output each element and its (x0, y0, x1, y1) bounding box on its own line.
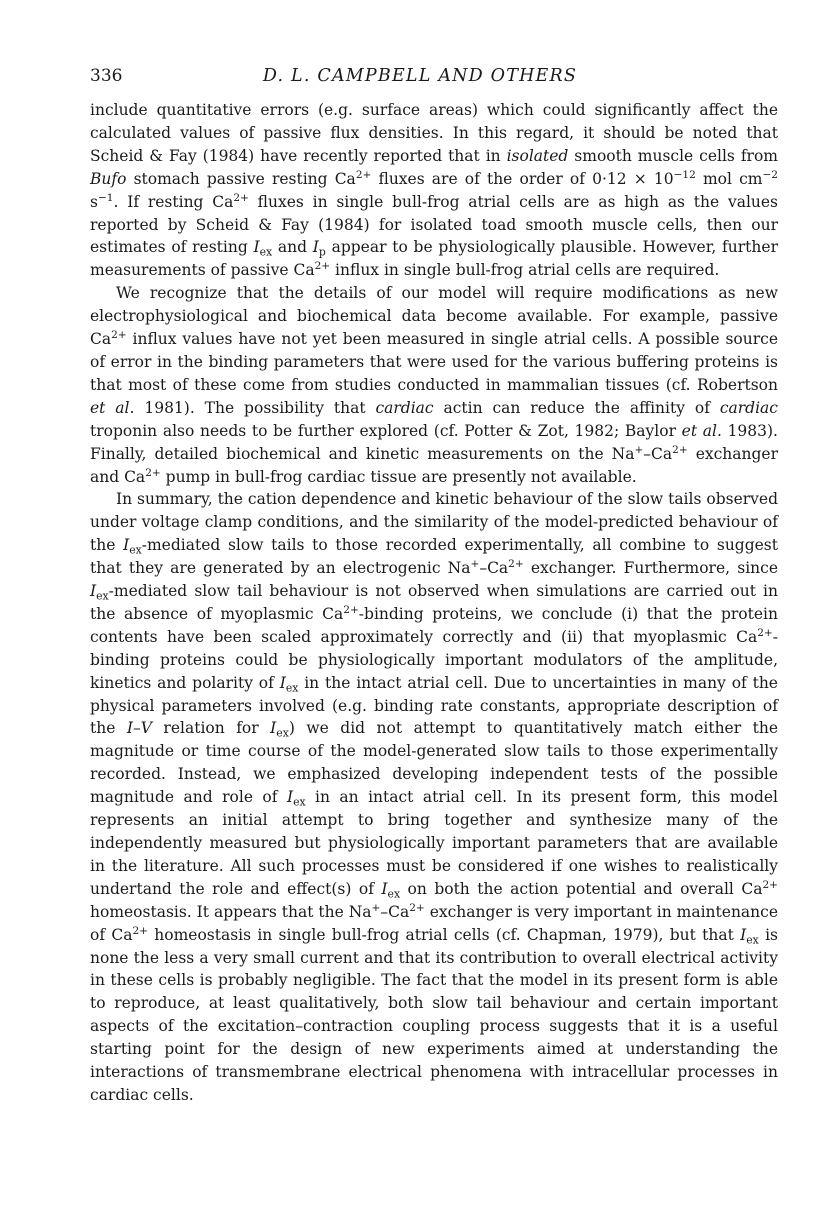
paragraph-3 (90, 488, 778, 1106)
paragraph-2 (90, 282, 778, 488)
superscript: 2+ (762, 879, 778, 892)
superscript: 2+ (233, 191, 249, 204)
italic-text: isolated (506, 146, 569, 165)
subscript: ex (746, 932, 759, 946)
superscript: 2+ (355, 168, 372, 181)
text-run: influx values have not yet been measured in single atrial cells. A possible source of error in the binding parameters that were used for the various buffering proteins is that most of these come from studies conducted in mammalian tissues (cf. Robertson (90, 330, 778, 394)
superscript: 2+ (409, 901, 425, 914)
text-run: relation for (151, 719, 271, 738)
page-number: 336 (90, 66, 123, 86)
subscript: ex (387, 887, 401, 901)
superscript: + (470, 558, 480, 571)
italic-text: I (279, 673, 286, 692)
text-run: -mediated slow tail behaviour is not observed when simulations are carried out in the absence of myoplasmic Ca (90, 582, 778, 623)
subscript: ex (129, 543, 142, 557)
superscript: + (371, 901, 381, 914)
text-run: mol cm (695, 169, 763, 188)
body-text (90, 99, 778, 1107)
text-run: stomach passive resting Ca (126, 169, 356, 188)
italic-text: I (740, 925, 747, 944)
text-run: is none the less a very small current and that its contribution to overall electrical activity in these cells is probably negligible. The fact that the model in its present form is able to reproduce, at least qualitatively, both slow tail behaviour and certain important aspects of the excitation–contraction coupling process suggests that it is a useful starting point for the design of new experiments aimed at understanding the interactions of transmembrane electrical phenomena with intracellular processes in cardiac cells. (90, 925, 778, 1104)
superscript: 2+ (757, 627, 773, 640)
text-run: in the intact atrial cell. Due to uncertainties in many of the physical parameters involved (e.g. binding rate constants, appropriate description of the (90, 673, 778, 738)
subscript: p (318, 245, 326, 259)
subscript: ex (96, 589, 109, 603)
text-run: exchanger and Ca (90, 444, 779, 486)
italic-text: I (312, 238, 319, 257)
superscript: 2+ (343, 604, 359, 617)
text-run: . If resting Ca (113, 192, 234, 211)
text-run: –Ca (380, 902, 410, 921)
text-run: pump in bull-frog cardiac tissue are presently not available. (160, 467, 637, 486)
text-run: –Ca (643, 444, 673, 463)
italic-text: cardiac (375, 398, 434, 417)
italic-text: Bufo (90, 169, 127, 188)
superscript: 2+ (145, 466, 161, 479)
text-run: 1981). The possibility that (134, 398, 376, 417)
italic-text: et al. (681, 421, 722, 440)
paragraph-1 (90, 99, 778, 282)
superscript: + (634, 443, 644, 456)
text-run: and (272, 238, 313, 257)
text-run: in an intact atrial cell. In its present form, this model represents an initial attempt to bring together and synthesize many of the independently measured but physiologically important parameters that are available in the literature. All such processes must be considered if one wishes to realistically undertand the role and effect(s) of (90, 788, 778, 898)
text-run: actin can reduce the affinity of (433, 398, 720, 417)
subscript: ex (259, 245, 273, 259)
superscript: 2+ (314, 260, 331, 273)
superscript: 2+ (132, 924, 148, 937)
text-run: influx in single bull-frog atrial cells are required. (330, 261, 720, 280)
text-run: –Ca (479, 559, 509, 578)
text-run: exchanger is very important in maintenance of Ca (90, 902, 778, 944)
italic-text: I (286, 788, 294, 807)
text-run: homeostasis in single bull-frog atrial cells (cf. Chapman, 1979), but that (147, 925, 741, 944)
italic-text: I (123, 536, 130, 555)
text-run: fluxes are of the order of 0·12 × 10 (371, 169, 674, 188)
text-run: smooth muscle cells from (568, 146, 778, 165)
text-run: We recognize that the details of our model will require modifications as new electrophysiological and biochemical data become available. For example, passive Ca (90, 284, 778, 349)
text-run: on both the action potential and overall Ca (400, 879, 763, 898)
subscript: ex (285, 680, 299, 694)
text-run: appear to be physiologically plausible. However, further measurements of passive Ca (90, 238, 778, 280)
text-run: -binding proteins could be physiologically important modulators of the amplitude, kinetics and polarity of (90, 627, 778, 692)
italic-text: I (90, 582, 97, 601)
subscript: ex (293, 795, 306, 809)
running-title: D. L. CAMPBELL AND OTHERS (262, 66, 578, 86)
text-run: s (90, 192, 98, 211)
italic-text: I (253, 238, 260, 257)
italic-text: I (270, 719, 277, 738)
text-run: -mediated slow tails to those recorded experimentally, all combine to suggest that they are generated by an electrogenic Na (90, 536, 778, 578)
italic-text: I (381, 879, 388, 898)
text-run: fluxes in single bull-frog atrial cells are as high as the values reported by Scheid & Fay (1984) for isolated toad smooth muscle cells, then our estimates of resting (90, 192, 779, 257)
superscript: 2+ (672, 443, 688, 456)
running-head (90, 66, 750, 92)
italic-text: et al. (90, 398, 135, 417)
italic-text: I–V (126, 719, 152, 738)
superscript: 2+ (508, 558, 524, 571)
text-run: In summary, the cation dependence and kinetic behaviour of the slow tails observed under voltage clamp conditions, and the similarity of the model-predicted behaviour of the (90, 490, 778, 555)
italic-text: cardiac (719, 398, 778, 417)
text-run: exchanger. Furthermore, since (523, 559, 778, 578)
superscript: −2 (762, 168, 778, 181)
text-run: -binding proteins, we conclude (i) that the protein contents have been scaled approximately correctly and (ii) that myoplasmic Ca (90, 604, 778, 646)
text-run: ) we did not attempt to quantitatively match either the magnitude or time course of the model-generated slow tails to those experimentally recorded. Instead, we emphasized developing independent tests of the possible magnitude and role of (90, 719, 779, 807)
text-run: troponin also needs to be further explored (cf. Potter & Zot, 1982; Baylor (90, 421, 682, 440)
text-run: homeostasis. It appears that the Na (90, 902, 372, 921)
superscript: −12 (673, 168, 696, 181)
text-run: 1983). Finally, detailed biochemical and kinetic measurements on the Na (90, 421, 778, 463)
superscript: 2+ (111, 329, 127, 342)
text-run: include quantitative errors (e.g. surface areas) which could significantly affect the calculated values of passive flux densities. In this regard, it should be noted that Scheid & Fay (1984) have recently reported that in (90, 101, 778, 165)
superscript: −1 (97, 191, 114, 204)
subscript: ex (276, 726, 289, 740)
